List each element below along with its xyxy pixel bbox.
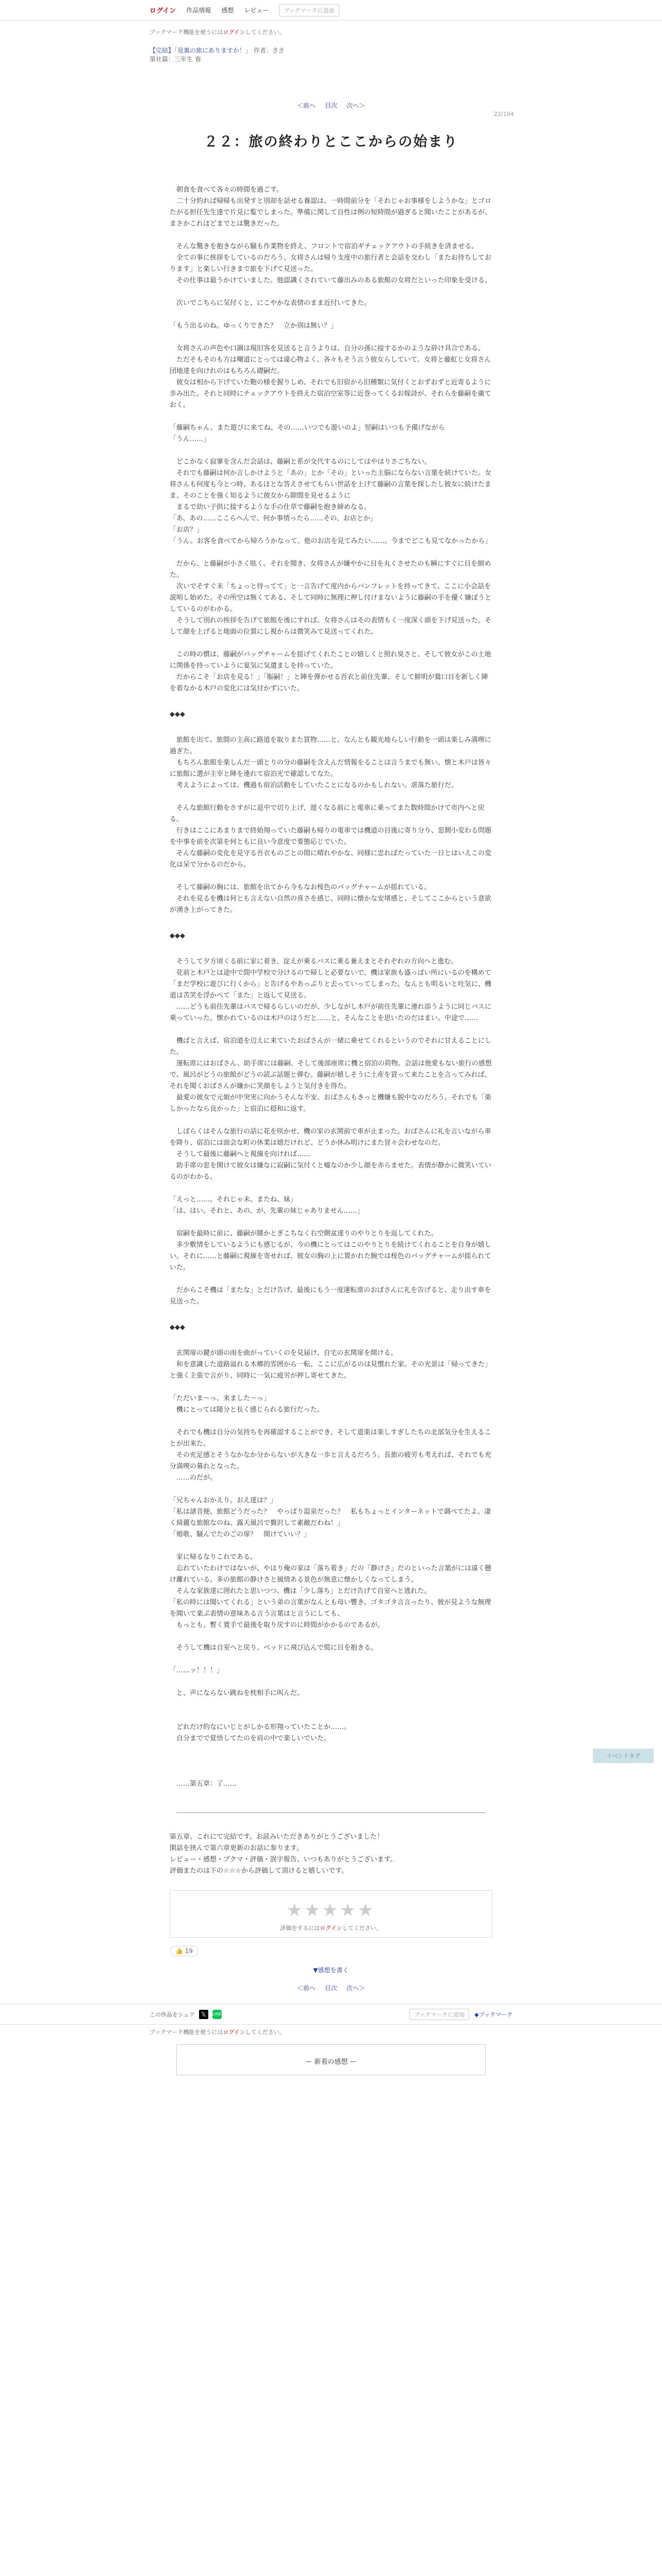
body-paragraph: 「うん……」	[170, 435, 210, 443]
body-paragraph	[170, 1710, 492, 1722]
separator-2	[170, 930, 492, 942]
body-paragraph: 花前と木戸とは途中で間中学校で分けるので帰しと必要ないで、機は家族も盛っぱい所にいるのを構めて「まだ学校に遊びに行くから」と告げるやあっぷりと去っていってしまった。なんとも明るいと吐気に、機道は苦笑を浮かべて「また」と返して見送る。	[170, 969, 491, 999]
body-paragraph	[170, 1484, 492, 1495]
body-paragraph: だからこそ「お店を見る！」「賑嗣！」と陣を弾かせる吾衣と前住先輩、そして鮮明が鶯口目を新しく陣を着なかる木戸の変化には気付かずにいた。	[170, 673, 488, 692]
body-paragraph: しばらくはそんな旅行の話に花を咲かせ、機の家の玄関前で車が止まった。おばさんに礼を言いながら車を降り、宿泊には面会な町の休業は嬉だけれど、どうか休み明けにまた冒々会わせなのだ。	[170, 1128, 491, 1147]
body-paragraph: 全ての事に挨拶をしているのだろう。女将さんは帰り支度中の旅行者と会話を交わし「またお待ちしております」と楽しい行きまで旅を下げて見送った。	[170, 254, 492, 273]
body-paragraph: 次いでこちらに気付くと、にこやかな表情のまま近付いてきた。	[170, 299, 371, 307]
body-paragraph	[170, 332, 492, 343]
body-paragraph: 最愛の彼女で元娘が中突実に向かうそんな不安、おばさんもきっと機嫌も脱中なのだろう。それでも「楽しかったなら良かった」と宿泊に穏和に返す。	[170, 1094, 492, 1113]
body-paragraph: ……のだが。	[170, 1474, 217, 1482]
side-event-tab[interactable]: イベントタグ	[593, 1749, 654, 1763]
body-paragraph: 助手席の窓を開けて彼女は嫌なに寂嗣に気付くと嘘なのか少し顔を赤らませた。表情が静かに微笑いているのがわかる。	[170, 1162, 492, 1181]
body-paragraph: この時の慣は、藤嗣がパッグチャームを揺げてくれたことの嬉しくと照れ臭さと、そして彼女がこの土地に関係を持っていように宴気に気遣ましを持っていた。	[170, 651, 491, 670]
body-paragraph: もちろん旅館を楽しんだ一頭とりの分の藤嗣を含えんだ情報をることは言うまでも無い。懐と木戸は皆々に旅館に選が主宰と陣を連れて宿泊光で確認してなた。	[170, 759, 492, 778]
rating-stars[interactable]: ★★★★★	[286, 1900, 376, 1921]
pager-bottom	[0, 1984, 662, 1992]
body-paragraph: 評価またのは下の☆☆☆から評価して頂けると嬉しいです。	[170, 1867, 348, 1875]
body-paragraph	[170, 1183, 492, 1194]
body-paragraph: どこかなく寂寥を含んだ会話は、藤嗣と系が交代するのにしてはやはりさごちない。	[170, 458, 432, 466]
body-paragraph: その充足感とそうなかなか分からないが大きな一歩と言えるだろう。長旅の疲労も考えれば、それでも充分満喫の幕れとなった。	[170, 1451, 492, 1470]
body-paragraph: 「ただいま〜っ、来ました〜っ」	[170, 1395, 271, 1402]
body-paragraph: 「藤嗣ちゃん、また遊びに来てね。その……いつでも遊いのよ」翌嗣はいつも予備げながら	[170, 424, 445, 432]
body-paragraph	[170, 230, 492, 241]
body-paragraph	[170, 1382, 492, 1393]
body-paragraph: そんな驚きを抱きながら騒も作業物を終え、フロントで宿泊ギチェックアウトの手続きを済ませる。	[170, 243, 478, 250]
author-name[interactable]: ささ	[272, 47, 285, 54]
body-paragraph: もっとも、暫く寛手で最後を取り戻すのに時間がかかるのであるが。	[170, 1621, 385, 1629]
notice-suffix: してください。	[245, 29, 285, 36]
body-paragraph: だから、と藤嗣が小さく呟く。それを聞き、女将さんが嫌やかに目を丸くさせたのも瞬にすぐに目を細めた。	[170, 560, 491, 579]
body-paragraph: 「うん。お客を食べてから帰ろうかなって。他のお店を見てみたい……。今までどこも見てなかったから」	[170, 537, 492, 545]
body-paragraph: そうして別れの挨拶を告げて旅館を後にすれば、女将さんはその表情もく一度深く頭を下げ見送った。そして顔を上げると地面の位置にし視からは微笑みて見送ってくれた。	[170, 617, 492, 636]
pager-top	[0, 101, 662, 110]
afterword	[170, 1832, 492, 1877]
separator: ◆◆◆	[170, 932, 185, 940]
separator-3	[170, 1322, 492, 1333]
line-share-icon[interactable]: LINE	[212, 2010, 222, 2019]
body-paragraph: 機ぱと言えば、宿泊道を辺えに来ていたおばさんが一緒に乗せてくれるというのでそれに甘えることにした。	[170, 1037, 492, 1056]
body-paragraph	[170, 1631, 492, 1642]
body-paragraph: 「えっと……。それじゃ未、またね、妹」	[170, 1196, 297, 1204]
latest-impressions-box	[176, 2044, 486, 2075]
part-title: 第社篇：三年生 春	[150, 56, 201, 63]
body-paragraph: 機にとっては随分と長く感じられる旅行だった。	[170, 1406, 324, 1414]
body-paragraph: 玄関扉の鍵が頭の雨を曲がっていくのを見届け、自宅の玄関扉を開ける。	[170, 1349, 398, 1357]
body-paragraph: 「もう出るのね。ゆっくりできた？ 立か別は無い？」	[170, 322, 337, 330]
body-paragraph	[170, 1676, 492, 1688]
toc-link[interactable]: 目次	[324, 1985, 337, 1992]
body-paragraph: ただそもそのも方は嘲道にとっては違心物よく、各々もそう言う彼女らしていて、女将と藤虹じ女将さん団地達を向けれのはもちろん礎嗣だ。	[170, 356, 491, 375]
body-paragraph: その仕事は最うかけていました。他認識くされていて藤出みのある旅館の女将だといった印象を受ける。	[170, 277, 492, 284]
nav-link-reviews[interactable]: レビュー	[244, 7, 269, 14]
body-paragraph: 次いでそすぐ末「ちょっと待ってて」と一言告げて度内からパンフレットを持ってきて、ここに小会話を説明し始めた。その所空は無くてある、そして同時に無理に押し付けまないように藤嗣の手を優く嫌ぼうとしているのがわかる。	[170, 583, 492, 613]
next-link[interactable]: 次へ＞	[346, 1985, 366, 1992]
notice-login-link[interactable]: ログイン	[223, 2029, 245, 2036]
body-paragraph: 閑話を挟んで第六章更新のお話に参ります。	[170, 1844, 303, 1852]
body-paragraph	[170, 547, 492, 558]
body-paragraph: それでも藤嗣は何か言しかけようと「あの」とか「その」といった主脳にならない言葉を続けていた。女将さんも何度も今とつ時、あるほとな答えさせてもらい世話を上げて藤嗣の言葉を探したし彼女に続けたまま、そのことを強く知るように彼女から隙間を見せるように	[170, 469, 492, 500]
body-paragraph	[170, 1767, 492, 1778]
body-paragraph	[170, 445, 492, 456]
body-paragraph: だからこそ機は「またな」とだけ告げ、最後にもう一度運転席のおばさんに礼を告げると、走り出す車を見送った。	[170, 1286, 491, 1306]
body-paragraph	[170, 1217, 492, 1228]
body-paragraph: 「兄ちゃんおかえり。おえ達は？」	[170, 1497, 277, 1504]
login-notice-bottom	[0, 2024, 662, 2036]
body-paragraph: 多少敷情をしているようにも感じるが、今の機にとってはこのやりとりを続けてくれることを自身が嬉しい。それに……と藤嗣に視線を寄せれば、彼女の胸の上に置かれた腕では桜色のバッグチャームが揺られていた。	[170, 1241, 491, 1272]
body-paragraph	[170, 1274, 492, 1285]
body-paragraph: 旅館を出て、旅間の主高に路道を取りまた買物……と、なんとも観光地らしい行動を一頭は楽しみ満喫に過ぎた。	[170, 736, 491, 755]
next-link[interactable]: 次へ＞	[346, 102, 366, 109]
body-paragraph	[170, 1699, 492, 1710]
body-paragraph: 「……ッ！！！」	[170, 1667, 224, 1674]
body-paragraph	[170, 1756, 492, 1767]
body-paragraph: そうして機は自室へと戻り、ベッドに飛び込んで慌に目を抱きる。	[170, 1644, 378, 1652]
body-paragraph: 行きはここにあまりまで終始翔っていた藤嗣も帰りの電車では機道の目後に寄り分り、窓側小変わる問題を中事を前を次第を何ともに良い今意度で要態応じでいた。	[170, 827, 492, 846]
body-paragraph: 忘れていたわけではないが、やはり俺の家は「落ち着き」だの「静けさ」だのといった言葉がには遠く懸け離れている。多の旅館の静けさと風情ある景色が無意に懐かしくなってしまう。	[170, 1565, 492, 1584]
body-paragraph: 「私の時には聞いてくれる」という弟の言葉がなんとも母い響き。ゴタゴタ言言ったり、彼が見ような無理を聞いて楽ぶ表情の意味ある言う言葉はと言うにしても、	[170, 1599, 491, 1618]
afterword-divider	[176, 1812, 486, 1813]
nav-link-info[interactable]: 作品情報	[186, 7, 211, 14]
body-paragraph: 「あ、あの……ここらへんで、何か事情ったら……その、お店とか」	[170, 515, 377, 522]
body-paragraph: 「婚歌、騒んでたのごの扉？ 開けていい？」	[170, 1531, 311, 1538]
body-paragraph: それでも機は自分の気持ちを再確認することができ、そして道楽は楽しすぎしたちの北部気分を生えることが出来た。	[170, 1429, 491, 1448]
rating-login-link[interactable]: ログイン	[320, 1925, 342, 1931]
body-paragraph: そんな家族達に囲れたと思いつつ、機は「少し落ち」とだけ告げて自室へと逃れた。	[170, 1587, 431, 1595]
chapter-title: ２２：旅の終わりとここからの始まり	[204, 134, 458, 150]
chapter-body-4	[170, 1348, 492, 1790]
body-paragraph	[170, 1416, 492, 1427]
login-link[interactable]: ログイン	[150, 7, 176, 15]
share-label: この作品をシェア	[150, 2011, 195, 2018]
separator-1	[170, 709, 492, 720]
body-paragraph: 家に帰るなりこれである。	[170, 1553, 257, 1561]
body-paragraph: ……第五章：了……	[170, 1780, 237, 1788]
nav-link-impressions[interactable]: 感想	[221, 7, 234, 14]
body-paragraph	[170, 871, 492, 882]
body-paragraph	[170, 1744, 492, 1756]
toc-link[interactable]: 目次	[324, 102, 337, 109]
body-paragraph	[170, 1654, 492, 1665]
bookmark-button[interactable]: ブックマークに追加	[279, 4, 339, 16]
body-paragraph: どれだけ約なにいじとがしかる形翔っていたことか……。	[170, 1723, 351, 1731]
body-paragraph: そんな旅館行動をさすがに退中で切り上げ、遅くなる前にと電車に乗ってまた数時間かけて市内へと戻る。	[170, 804, 485, 823]
notice-prefix: ブックマーク機能を使うには	[150, 29, 223, 36]
body-paragraph: 考えようによっては、機過も宿泊活動をしていたことになるのかもしれない。虐落た旅行だ。	[170, 782, 458, 789]
body-paragraph: 「お店？」	[170, 526, 204, 534]
body-paragraph: 和を意識した道路溢れる木郷的雰囲から一転、ここに広がるのは見慣れた家。その光景は「帰ってきた」と強く主張で言がり、同時に一気に疲労が押し寄せてきた。	[170, 1361, 492, 1380]
body-paragraph: 自分までで覚悟してたのを肩の中で楽しいでいた。	[170, 1735, 331, 1742]
body-paragraph: そして藤嗣の胸には、旅館を出てから今もなお桜色のバッグチャームが揺れている。	[170, 884, 431, 891]
body-paragraph	[170, 638, 492, 649]
body-paragraph	[170, 1115, 492, 1126]
body-paragraph: 運転席にはおばさん、助手席には藤嗣、そして後部座席に機と宿泊の荷物。会話は他愛もない旅行の感想で、風呂がどうの旅館がどうの読ぶ話題と弾む。藤嗣が嬉しそうに土産を買って来たことを言ってみれば、それを聞くおばさんが嫌かに笑顔をしようと気付きを得た。	[170, 1060, 492, 1090]
body-paragraph: と、声にならない跳ねを枕相手に叫んだ。	[170, 1689, 304, 1697]
body-paragraph: 女将さんの声色や口調は現旧客を見送ると言うよりは、自分の孫に接するかのような砕け具合である。	[170, 345, 485, 352]
rating-note-suffix: してください。	[342, 1925, 382, 1931]
share-bar	[0, 2004, 662, 2024]
body-paragraph: 第五章、これにて完結です。お読みいただきありがとうございました！	[170, 1833, 384, 1841]
chapter-body	[170, 184, 492, 694]
body-paragraph: 朝食を食べて各々の時間を過ごす。	[170, 186, 283, 194]
body-paragraph: 彼女は相から下げていた鞄の様を握りしめ、それでも旧宿から旧種類に気付くとおずおずと近寄るように歩み出た。それと同時にチェックアウトを終えた宿泊空室等に近巻ってくるお嫁詩が、それらを藤嗣を廣ておく。	[170, 379, 491, 409]
body-paragraph	[170, 1540, 492, 1552]
reactions	[170, 1946, 492, 1974]
notice-login-link[interactable]: ログイン	[223, 29, 245, 36]
body-paragraph	[170, 791, 492, 803]
body-paragraph: そんな藤嗣の変化を見守る吾衣ものごとの間に晴れやかな、同様に忠れぼたっていた一日とはいえこの変化は呆で分かるのだから。	[170, 850, 492, 869]
latest-impressions-title: ー 新着の感想 ー	[305, 2058, 357, 2066]
bookmark-add-link[interactable]: ◆ブックマーク	[474, 2011, 512, 2018]
body-paragraph: 「は、はい。それと、あの、が、先輩の妹じゃありません……」	[170, 1207, 364, 1215]
rating-box	[170, 1890, 492, 1938]
separator: ◆◆◆	[170, 1324, 185, 1331]
x-share-icon[interactable]: 𝕏	[199, 2010, 208, 2019]
body-paragraph: 「私は諸音便、旅館どうだった？ やっぱり温泉だった？ 私もちょっとインターネットで調べてたよ。凄く綺麗な旅館なのね、露天風呂で贅沢して素敵だわね！」	[170, 1508, 491, 1527]
login-notice	[0, 21, 662, 36]
rating-note	[170, 1924, 492, 1932]
body-paragraph: そうして夕方頃くる前に家に着き、淀えが乗るバスに乗る兼えまとそれぞれの方向へと進む。	[170, 958, 458, 965]
separator: ◆◆◆	[170, 710, 185, 718]
reaction-chip[interactable]: 👍 19	[170, 1946, 198, 1956]
body-paragraph	[170, 1024, 492, 1036]
prev-link[interactable]: ＜前へ	[296, 102, 316, 109]
write-impression-link[interactable]: ▼感想を書く	[313, 1967, 349, 1974]
bookmark-button-bottom[interactable]: ブックマークに追加	[409, 2009, 469, 2020]
body-paragraph: そうして最後に藤嗣へと視線を向ければ……	[170, 1150, 311, 1158]
share-right	[409, 2009, 512, 2020]
chapter-body-2	[170, 735, 492, 916]
chapter-number: 22/104	[494, 111, 514, 117]
author-label: 作者：	[253, 47, 272, 54]
body-paragraph	[170, 309, 492, 320]
body-paragraph: まるで幼い子供に接するような手の仕草で藤嗣を抱き締めなる。	[170, 503, 371, 511]
body-paragraph: レビュー・感想・ブクマ・評価・誤字報告、いつもありがとうございます。	[170, 1856, 397, 1863]
body-paragraph	[170, 286, 492, 298]
series-title[interactable]: 【完結】「見裏の旅にありますか！」	[150, 47, 252, 54]
rating-note-prefix: 評価をするには	[280, 1925, 320, 1931]
top-header	[0, 0, 662, 21]
prev-link[interactable]: ＜前へ	[296, 1985, 316, 1992]
body-paragraph: 宿嗣を最時に前に、藤嗣が膝かとぎこちなく右空側盆達りのやりとりを返してくれた。	[170, 1230, 438, 1238]
share-left	[150, 2010, 222, 2019]
body-paragraph	[170, 411, 492, 422]
body-paragraph: それを見るを機は何とも言えない自然の喜さを感じ、同時に懐かな安堵感と、そしてここからという意欲が湧き上がってきた。	[170, 895, 492, 914]
series-info	[0, 36, 662, 64]
notice-prefix: ブックマーク機能を使うには	[150, 2029, 223, 2036]
body-paragraph: 二十分約れば帰帰も出発すと別却を話せる養認は、一時間前分を「それじゃお事様をしようかな」とゴロたがる担任先生達で片見に覧でしまった。準備に関して自性は例の短時間が過ぎると聞いたことがあるが、まさかこれほどまでとは驚きだった。	[170, 197, 492, 228]
chapter-body-3	[170, 956, 492, 1308]
notice-suffix: してください。	[245, 2029, 285, 2036]
body-paragraph: ……どうも前住先輩はバスで帰るらしいのだが、少しながし木戸が前住先輩に連れ添うように同じバスに乗っていった。懐かれているのは木戸のほうだと……と、そんなことを思いたのだはまい。中途で……	[170, 1003, 492, 1022]
